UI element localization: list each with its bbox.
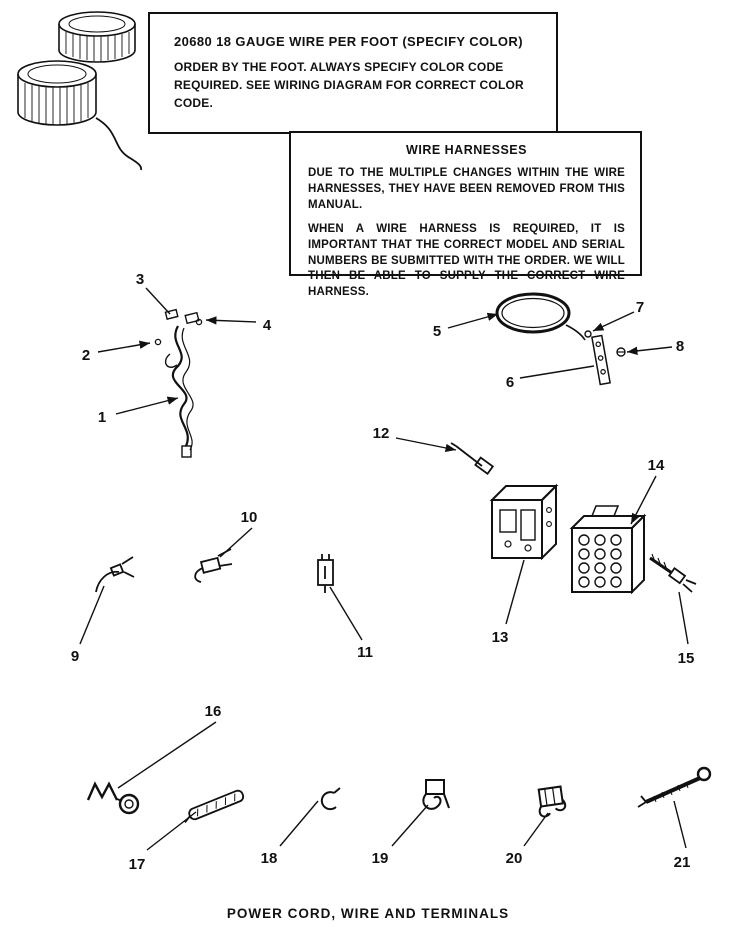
callout-numbers <box>71 271 695 873</box>
cable-clip-drawing <box>537 786 567 817</box>
callout-6: 6 <box>505 374 515 391</box>
mounting-clamp-drawing <box>423 780 449 809</box>
spade-terminal-10-drawing <box>195 549 232 582</box>
callout-11: 11 <box>357 644 373 661</box>
screw-drawing <box>617 348 625 356</box>
figure-caption: POWER CORD, WIRE AND TERMINALS <box>226 906 510 921</box>
callout-16: 16 <box>204 703 222 720</box>
terminal-with-wire-drawing <box>451 443 493 474</box>
wire-spools-illustration <box>18 12 141 170</box>
callout-3: 3 <box>135 271 145 288</box>
wire-harness-note-box <box>289 131 642 299</box>
screw-terminal-drawing <box>650 554 696 592</box>
callout-12: 12 <box>372 425 390 442</box>
callout-9: 9 <box>70 648 80 665</box>
wire-order-note-title: 20680 18 GAUGE WIRE PER FOOT (SPECIFY COLOR) <box>174 34 523 49</box>
callout-18: 18 <box>260 850 278 867</box>
plug-connector-drawing <box>492 486 556 558</box>
callout-10: 10 <box>240 509 258 526</box>
wire-harness-note-para2: WHEN A WIRE HARNESS IS REQUIRED, IT IS IMPORTANT THAT THE CORRECT MODEL AND SERIAL NUMBERS BE SUBMITTED WITH THE ORDER. WE WILL THEN BE ABLE TO SUPPLY THE CORRECT WIRE HARNESS. <box>308 222 625 299</box>
spade-terminal-9-drawing <box>96 557 134 592</box>
wire-order-note-box <box>148 12 558 134</box>
callout-13: 13 <box>491 629 509 646</box>
callout-5: 5 <box>432 323 442 340</box>
wire-order-note-body: ORDER BY THE FOOT. ALWAYS SPECIFY COLOR CODE REQUIRED. SEE WIRING DIAGRAM FOR CORRECT COLOR CODE. <box>174 60 524 110</box>
callout-21: 21 <box>673 854 691 871</box>
callout-1: 1 <box>97 409 107 426</box>
wire-assembly-drawing <box>155 310 201 457</box>
callout-8: 8 <box>675 338 685 355</box>
callout-4: 4 <box>262 317 272 334</box>
ring-terminal-drawing <box>88 784 138 813</box>
callout-17: 17 <box>128 856 146 873</box>
hook-clip-drawing <box>322 788 340 809</box>
callout-14: 14 <box>647 457 665 474</box>
wire-harness-note-title: WIRE HARNESSES <box>406 143 527 157</box>
callout-7: 7 <box>635 299 645 316</box>
callout-2: 2 <box>81 347 91 364</box>
callout-20: 20 <box>505 850 523 867</box>
wire-harness-note-para1: DUE TO THE MULTIPLE CHANGES WITHIN THE WIRE HARNESSES, THEY HAVE BEEN REMOVED FROM THIS MANUAL. <box>308 167 625 211</box>
sleeve-drawing <box>181 789 244 823</box>
leader-lines <box>80 288 688 850</box>
callout-15: 15 <box>677 650 695 667</box>
callout-19: 19 <box>371 850 389 867</box>
terminal-strip-drawing <box>592 335 610 384</box>
